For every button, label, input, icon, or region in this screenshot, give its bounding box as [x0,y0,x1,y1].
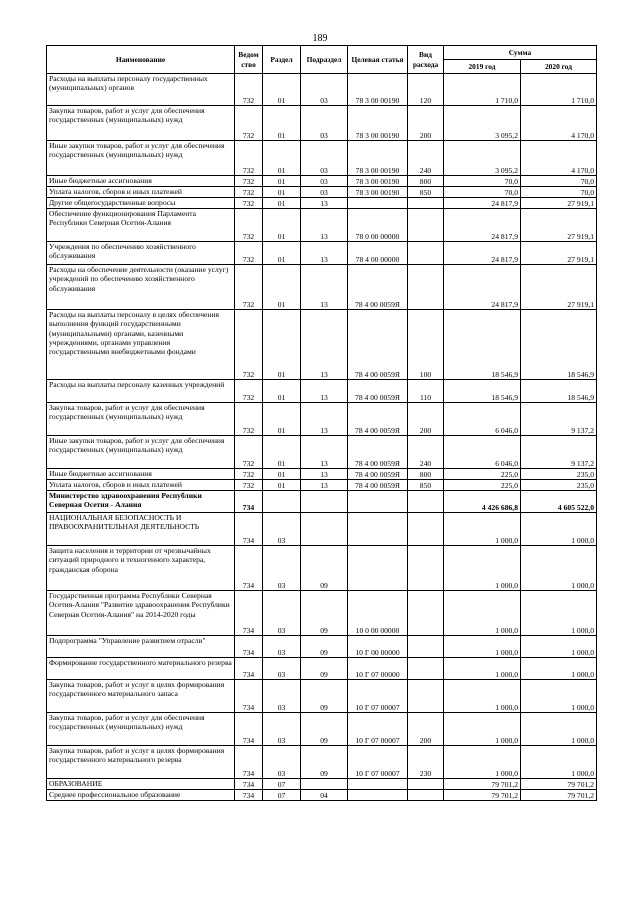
row-razdel: 03 [263,591,301,636]
row-name: Расходы на выплаты персоналу государственных (муниципальных) органов [47,74,235,106]
row-podrazdel: 13 [301,469,348,480]
row-celevaya: 78 3 00 00190 [348,187,408,198]
row-name: Учреждения по обеспечению хозяйственного обслуживания [47,242,235,265]
row-celevaya: 78 3 00 00190 [348,176,408,187]
table-row [47,546,597,591]
row-sum-2019: 24 817,9 [444,198,521,209]
row-razdel: 01 [263,74,301,106]
row-celevaya [348,779,408,790]
header-vid-raskhoda: Вид расхода [408,46,444,74]
row-sum-2019: 24 817,9 [444,265,521,310]
table-row [47,187,597,198]
row-celevaya: 78 4 00 0059Я [348,265,408,310]
row-podrazdel: 13 [301,403,348,436]
row-celevaya: 10 Г 07 00007 [348,746,408,779]
row-vid: 800 [408,469,444,480]
row-name: Уплата налогов, сборов и иных платежей [47,480,235,491]
row-sum-2019: 18 546,9 [444,380,521,403]
row-vedomstvo: 734 [235,636,263,658]
row-vedomstvo: 734 [235,513,263,546]
row-vid: 230 [408,746,444,779]
row-vid [408,790,444,801]
row-celevaya: 10 Г 07 00007 [348,713,408,746]
row-vedomstvo: 732 [235,198,263,209]
row-podrazdel: 03 [301,106,348,141]
row-vedomstvo: 732 [235,380,263,403]
row-name: Министерство здравоохранения Республики Северная Осетия - Алания [47,491,235,513]
row-sum-2019: 79 701,2 [444,790,521,801]
row-podrazdel: 09 [301,680,348,713]
row-razdel: 01 [263,265,301,310]
table-row-ministry [47,491,597,513]
header-year-2020: 2020 год [521,60,597,74]
row-sum-2019: 1 000,0 [444,636,521,658]
row-celevaya: 78 4 00 0059Я [348,403,408,436]
row-razdel: 01 [263,209,301,242]
row-celevaya: 10 Г 07 00000 [348,658,408,680]
row-sum-2019: 24 817,9 [444,209,521,242]
row-vid [408,546,444,591]
row-vid: 100 [408,310,444,380]
table-row [47,242,597,265]
header-razdel: Раздел [263,46,301,74]
row-celevaya: 78 4 00 0059Я [348,469,408,480]
table-row [47,480,597,491]
row-sum-2020: 1 000,0 [521,513,597,546]
row-podrazdel: 04 [301,790,348,801]
table-row [47,209,597,242]
row-razdel: 03 [263,513,301,546]
row-podrazdel: 09 [301,591,348,636]
row-vedomstvo: 734 [235,779,263,790]
row-vedomstvo: 732 [235,187,263,198]
row-sum-2019: 225,0 [444,480,521,491]
row-vid: 800 [408,176,444,187]
row-sum-2020: 1 000,0 [521,591,597,636]
row-name: Подпрограмма "Управление развитием отрасли" [47,636,235,658]
row-celevaya [348,491,408,513]
row-podrazdel: 09 [301,636,348,658]
row-sum-2019: 1 000,0 [444,546,521,591]
row-sum-2020: 4 170,0 [521,141,597,176]
row-vedomstvo: 734 [235,546,263,591]
row-celevaya [348,546,408,591]
table-row [47,658,597,680]
row-celevaya: 10 0 00 00000 [348,591,408,636]
row-sum-2020: 27 919,1 [521,265,597,310]
row-sum-2020: 1 000,0 [521,713,597,746]
row-vid [408,513,444,546]
row-razdel: 03 [263,713,301,746]
row-razdel: 01 [263,469,301,480]
row-sum-2019: 1 000,0 [444,746,521,779]
row-vid: 240 [408,141,444,176]
row-name: Закупка товаров, работ и услуг в целях формирования государственного материального запаса [47,680,235,713]
table-row [47,790,597,801]
table-row [47,436,597,469]
row-vedomstvo: 732 [235,176,263,187]
row-podrazdel [301,513,348,546]
row-sum-2020: 70,0 [521,187,597,198]
row-name: Уплата налогов, сборов и иных платежей [47,187,235,198]
row-sum-2020: 1 710,0 [521,74,597,106]
row-celevaya: 78 0 00 00000 [348,209,408,242]
row-sum-2020: 1 000,0 [521,636,597,658]
row-podrazdel: 09 [301,658,348,680]
row-razdel: 01 [263,141,301,176]
row-celevaya: 78 4 00 0059Я [348,380,408,403]
row-name: ОБРАЗОВАНИЕ [47,779,235,790]
row-vid [408,591,444,636]
row-sum-2019: 1 000,0 [444,680,521,713]
row-name: Закупка товаров, работ и услуг для обеспечения государственных (муниципальных) нужд [47,403,235,436]
row-sum-2019: 6 046,0 [444,403,521,436]
table-row [47,713,597,746]
row-vedomstvo: 732 [235,141,263,176]
row-sum-2019: 70,0 [444,176,521,187]
table-row [47,746,597,779]
row-razdel: 01 [263,176,301,187]
row-vedomstvo: 732 [235,242,263,265]
row-razdel: 01 [263,403,301,436]
row-name: Среднее профессиональное образование [47,790,235,801]
row-name: Иные закупки товаров, работ и услуг для обеспечения государственных (муниципальных) нужд [47,436,235,469]
table-row [47,680,597,713]
row-celevaya: 78 4 00 0059Я [348,480,408,491]
row-vedomstvo: 732 [235,480,263,491]
table-row [47,74,597,106]
row-vedomstvo: 734 [235,591,263,636]
header-summa: Сумма [444,46,597,60]
row-celevaya [348,790,408,801]
row-podrazdel: 13 [301,242,348,265]
row-razdel: 01 [263,106,301,141]
row-vid [408,491,444,513]
table-row [47,779,597,790]
row-razdel: 03 [263,546,301,591]
row-vid: 850 [408,187,444,198]
row-podrazdel: 09 [301,546,348,591]
row-celevaya: 10 Г 07 00007 [348,680,408,713]
row-sum-2020: 18 546,9 [521,380,597,403]
row-vedomstvo: 732 [235,436,263,469]
row-sum-2020: 79 701,2 [521,790,597,801]
row-name: Закупка товаров, работ и услуг для обеспечения государственных (муниципальных) нужд [47,713,235,746]
row-celevaya: 10 Г 00 00000 [348,636,408,658]
row-vedomstvo: 732 [235,106,263,141]
table-row [47,106,597,141]
row-razdel: 07 [263,779,301,790]
row-sum-2019: 70,0 [444,187,521,198]
budget-table [46,45,597,801]
row-vedomstvo: 732 [235,209,263,242]
row-sum-2019: 1 000,0 [444,513,521,546]
row-name: Закупка товаров, работ и услуг в целях формирования государственного материального резерва [47,746,235,779]
row-celevaya: 78 3 00 00190 [348,74,408,106]
row-razdel: 07 [263,790,301,801]
row-podrazdel: 03 [301,141,348,176]
row-vedomstvo: 732 [235,265,263,310]
row-sum-2019: 4 426 686,8 [444,491,521,513]
row-vedomstvo: 734 [235,713,263,746]
row-sum-2020: 4 170,0 [521,106,597,141]
row-vedomstvo: 734 [235,680,263,713]
row-name: Иные закупки товаров, работ и услуг для обеспечения государственных (муниципальных) нужд [47,141,235,176]
row-sum-2019: 18 546,9 [444,310,521,380]
row-name: Расходы на обеспечение деятельности (оказание услуг) учреждений по обеспечению хозяйственного обслуживания [47,265,235,310]
row-celevaya [348,513,408,546]
row-name: Защита населения и территории от чрезвычайных ситуаций природного и техногенного характера, гражданская оборона [47,546,235,591]
row-sum-2020: 9 137,2 [521,436,597,469]
row-vedomstvo: 734 [235,491,263,513]
row-name: Иные бюджетные ассигнования [47,469,235,480]
row-sum-2020: 1 000,0 [521,746,597,779]
row-sum-2020: 4 605 522,0 [521,491,597,513]
row-name: НАЦИОНАЛЬНАЯ БЕЗОПАСНОСТЬ И ПРАВООХРАНИТЕЛЬНАЯ ДЕЯТЕЛЬНОСТЬ [47,513,235,546]
row-sum-2019: 79 701,2 [444,779,521,790]
header-vedomstvo: Ведом ство [235,46,263,74]
table-row [47,513,597,546]
row-podrazdel: 09 [301,713,348,746]
row-podrazdel: 13 [301,265,348,310]
row-vid [408,636,444,658]
row-vid: 200 [408,106,444,141]
row-podrazdel: 13 [301,380,348,403]
header-celevaya-statya: Целевая статья [348,46,408,74]
table-row [47,636,597,658]
row-podrazdel: 03 [301,176,348,187]
row-vedomstvo: 734 [235,790,263,801]
row-vid: 240 [408,436,444,469]
row-sum-2020: 235,0 [521,469,597,480]
table-row [47,469,597,480]
table-row [47,265,597,310]
row-sum-2020: 18 546,9 [521,310,597,380]
row-vid: 200 [408,403,444,436]
row-podrazdel [301,779,348,790]
row-celevaya: 78 3 00 00190 [348,141,408,176]
row-sum-2019: 225,0 [444,469,521,480]
row-celevaya [348,198,408,209]
row-celevaya: 78 4 00 0059Я [348,436,408,469]
row-sum-2019: 1 000,0 [444,713,521,746]
row-name: Формирование государственного материального резерва [47,658,235,680]
row-sum-2019: 6 046,0 [444,436,521,469]
row-razdel: 03 [263,680,301,713]
header-year-2019: 2019 год [444,60,521,74]
row-celevaya: 78 4 00 00000 [348,242,408,265]
row-podrazdel: 03 [301,74,348,106]
row-sum-2020: 1 000,0 [521,680,597,713]
table-row [47,591,597,636]
table-row [47,176,597,187]
table-row [47,380,597,403]
row-vid [408,779,444,790]
row-razdel: 01 [263,187,301,198]
row-podrazdel: 13 [301,198,348,209]
row-sum-2020: 9 137,2 [521,403,597,436]
row-vid: 850 [408,480,444,491]
row-name: Обеспечение функционирования Парламента Республики Северная Осетия-Алания [47,209,235,242]
row-sum-2020: 79 701,2 [521,779,597,790]
row-name: Иные бюджетные ассигнования [47,176,235,187]
page-number: 189 [312,33,328,44]
row-vid: 200 [408,713,444,746]
row-sum-2019: 1 710,0 [444,74,521,106]
row-razdel: 03 [263,658,301,680]
row-sum-2019: 1 000,0 [444,658,521,680]
row-celevaya: 78 3 00 00190 [348,106,408,141]
row-razdel: 01 [263,380,301,403]
row-vid [408,265,444,310]
header-name: Наименование [47,46,235,74]
row-sum-2020: 27 919,1 [521,209,597,242]
row-sum-2019: 3 095,2 [444,141,521,176]
row-sum-2019: 3 095,2 [444,106,521,141]
row-razdel: 03 [263,636,301,658]
row-podrazdel [301,491,348,513]
row-razdel: 01 [263,310,301,380]
row-podrazdel: 03 [301,187,348,198]
row-razdel: 01 [263,242,301,265]
row-sum-2020: 1 000,0 [521,546,597,591]
row-vid: 120 [408,74,444,106]
row-sum-2020: 235,0 [521,480,597,491]
row-vedomstvo: 732 [235,310,263,380]
row-podrazdel: 13 [301,209,348,242]
row-sum-2020: 70,0 [521,176,597,187]
row-sum-2019: 24 817,9 [444,242,521,265]
row-podrazdel: 13 [301,480,348,491]
row-vedomstvo: 732 [235,403,263,436]
row-name: Государственная программа Республики Северная Осетия-Алания "Развитие здравоохранения Республики Северная Осетия-Алания" на 2014-2020 годы [47,591,235,636]
row-celevaya: 78 4 00 0059Я [348,310,408,380]
table-row [47,141,597,176]
row-razdel: 01 [263,198,301,209]
row-sum-2020: 27 919,1 [521,198,597,209]
row-razdel: 01 [263,436,301,469]
row-vedomstvo: 734 [235,746,263,779]
row-name: Закупка товаров, работ и услуг для обеспечения государственных (муниципальных) нужд [47,106,235,141]
row-name: Расходы на выплаты персоналу в целях обеспечения выполнения функций государственными (муниципальными) органами, казенными учреждениями, органами управления государственными внебюджетными фондами [47,310,235,380]
row-razdel: 03 [263,746,301,779]
row-vid [408,209,444,242]
row-vid [408,680,444,713]
row-sum-2019: 1 000,0 [444,591,521,636]
row-vid: 110 [408,380,444,403]
row-razdel: 01 [263,480,301,491]
row-podrazdel: 13 [301,436,348,469]
row-vid [408,658,444,680]
row-name: Расходы на выплаты персоналу казенных учреждений [47,380,235,403]
row-razdel [263,491,301,513]
row-name: Другие общегосударственные вопросы [47,198,235,209]
table-row [47,403,597,436]
row-vid [408,242,444,265]
header-podrazdel: Подраздел [301,46,348,74]
table-row [47,198,597,209]
row-sum-2020: 27 919,1 [521,242,597,265]
row-podrazdel: 09 [301,746,348,779]
row-vedomstvo: 734 [235,658,263,680]
row-podrazdel: 13 [301,310,348,380]
row-vedomstvo: 732 [235,469,263,480]
row-vid [408,198,444,209]
table-row [47,310,597,380]
row-sum-2020: 1 000,0 [521,658,597,680]
row-vedomstvo: 732 [235,74,263,106]
